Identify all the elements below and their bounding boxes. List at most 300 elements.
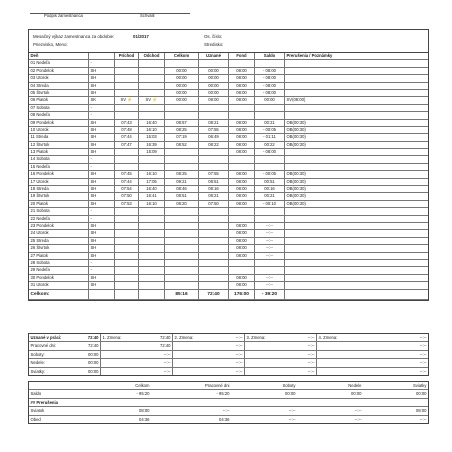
saldo-row — [29, 390, 428, 398]
table-cell — [285, 112, 428, 118]
table-cell: - 08:00 — [255, 75, 285, 81]
col-arrival: Príchod — [115, 53, 139, 59]
table-cell: 16:10 — [139, 201, 165, 207]
table-cell — [115, 68, 139, 74]
summary-cell — [172, 359, 222, 366]
table-cell: OB(00:30) — [286, 126, 306, 132]
saldo-cell: 08:00 — [139, 408, 150, 414]
table-cell: 08:00 — [229, 134, 255, 140]
table-cell: SH — [89, 90, 115, 96]
table-cell — [115, 75, 139, 81]
col-day: Deň — [29, 53, 89, 59]
table-cell — [229, 156, 255, 162]
table-row — [29, 208, 428, 215]
table-cell: 07:50 — [115, 193, 139, 199]
table-cell: 08:57 — [165, 120, 199, 126]
saldo-cell: --:-- — [354, 408, 362, 414]
table-row — [29, 134, 428, 141]
table-cell — [199, 238, 229, 244]
table-row — [29, 149, 428, 156]
totals-row — [29, 290, 428, 300]
table-cell: 07:55 — [199, 171, 229, 177]
summary-cell: --:-- — [163, 351, 171, 357]
table-cell — [285, 83, 428, 89]
approved-signature-label: Schválil — [140, 13, 155, 18]
table-cell — [199, 275, 229, 281]
table-cell — [115, 253, 139, 259]
timesheet-header — [29, 30, 428, 53]
table-cell: 08:00 — [229, 275, 255, 281]
table-cell: --:-- — [255, 275, 285, 281]
summary-cell — [172, 351, 222, 358]
summary-cell: --:-- — [235, 360, 243, 366]
table-cell — [115, 60, 139, 66]
table-cell — [115, 112, 139, 118]
summary-cell: --:-- — [419, 351, 427, 357]
col-fund: Fond — [229, 53, 255, 59]
table-cell: - 00:05 — [255, 127, 285, 133]
table-cell: 16 Pondelok — [29, 171, 89, 177]
table-row — [29, 275, 428, 282]
table-cell: OB(00:30) — [286, 193, 306, 199]
table-cell — [115, 238, 139, 244]
summary-table — [28, 333, 429, 376]
period-value: 01/2017 — [133, 34, 149, 39]
table-cell — [199, 260, 229, 266]
table-cell: 08:51 — [199, 179, 229, 185]
table-cell: 08:00 — [229, 75, 255, 81]
table-cell: SH — [89, 83, 115, 89]
table-cell: 19 Štvrtok — [29, 193, 89, 199]
table-cell: 00:00 — [199, 83, 229, 89]
table-cell — [165, 253, 199, 259]
table-cell — [199, 60, 229, 66]
summary-cell: 00:00 — [88, 368, 99, 374]
table-cell — [255, 112, 285, 118]
table-row — [29, 127, 428, 134]
saldo-cell: --:-- — [222, 408, 230, 414]
table-cell: 08:00 — [229, 120, 255, 126]
table-cell: - 08:00 — [255, 90, 285, 96]
table-cell — [229, 60, 255, 66]
table-cell: - — [89, 105, 115, 111]
table-cell — [199, 156, 229, 162]
totals-label: Celkom: — [29, 290, 89, 299]
table-cell — [255, 60, 285, 66]
table-cell — [165, 149, 199, 155]
table-cell: SH — [89, 238, 115, 244]
table-cell — [139, 223, 165, 229]
table-cell — [115, 164, 139, 170]
table-cell: 08:20 — [165, 201, 199, 207]
table-cell — [139, 83, 165, 89]
table-row — [29, 193, 428, 200]
saldo-row — [29, 407, 428, 415]
table-cell — [115, 267, 139, 273]
table-cell: 28 Sobota — [29, 260, 89, 266]
table-cell — [115, 230, 139, 236]
table-cell: 08:25 — [165, 127, 199, 133]
table-cell — [115, 223, 139, 229]
table-row — [29, 216, 428, 223]
table-cell — [229, 260, 255, 266]
summary-cell: 72:40 — [88, 343, 99, 349]
table-cell: 00:16 — [255, 186, 285, 192]
employee-signature-label: Podpis zamestnanca — [44, 13, 83, 18]
totals-uznane: 72:40 — [199, 290, 229, 299]
table-row — [29, 90, 428, 97]
summary-cell: --:-- — [235, 343, 243, 349]
table-cell — [115, 156, 139, 162]
table-cell: SH — [89, 127, 115, 133]
summary-cell: --:-- — [419, 368, 427, 374]
table-cell — [165, 112, 199, 118]
saldo-cell: Soboty — [282, 383, 296, 388]
table-cell: SH — [89, 282, 115, 288]
saldo-cell: 04:36 — [139, 416, 150, 422]
table-row — [29, 97, 428, 104]
summary-cell — [244, 342, 294, 349]
table-row — [29, 253, 428, 260]
table-cell — [165, 230, 199, 236]
table-cell: 18 Streda — [29, 186, 89, 192]
table-cell: 09 Pondelok — [29, 120, 89, 126]
summary-cell: 00:00 — [88, 351, 99, 357]
summary-cell: --:-- — [307, 343, 315, 349]
table-cell: 08:52 — [165, 142, 199, 148]
table-cell: SH — [89, 149, 115, 155]
interruptions-heading-row — [29, 399, 428, 407]
table-cell — [199, 253, 229, 259]
summary-cell — [100, 351, 150, 358]
table-cell — [165, 164, 199, 170]
table-cell — [285, 149, 428, 155]
summary-cell: 72:40 — [87, 335, 99, 340]
table-cell: 17:05 — [139, 179, 165, 185]
table-cell: SH — [89, 245, 115, 251]
table-cell: 07:50 — [199, 201, 229, 207]
table-row — [29, 112, 428, 119]
summary-cell: Nedele: — [30, 360, 45, 366]
table-cell: 02 Pondelok — [29, 68, 89, 74]
table-cell — [285, 208, 428, 214]
table-cell — [115, 260, 139, 266]
table-cell — [255, 164, 285, 170]
table-cell: 08:00 — [229, 245, 255, 251]
column-headers — [29, 53, 428, 60]
table-cell: 16:40 — [139, 120, 165, 126]
table-cell: 07:19 — [165, 134, 199, 140]
table-cell — [165, 105, 199, 111]
summary-cell — [100, 359, 150, 366]
table-cell: SH — [89, 120, 115, 126]
table-cell: - — [89, 208, 115, 214]
table-cell: 00:00 — [165, 83, 199, 89]
table-cell: 14 Sobota — [29, 156, 89, 162]
col-total: Celkom — [165, 53, 199, 59]
summary-row — [29, 334, 428, 342]
table-row — [29, 238, 428, 245]
table-cell — [255, 260, 285, 266]
col-approved: Uznané — [199, 53, 229, 59]
table-cell: 08:21 — [199, 193, 229, 199]
table-row — [29, 260, 428, 267]
table-cell: - 00:10 — [255, 201, 285, 207]
summary-cell — [316, 368, 366, 375]
table-cell — [139, 75, 165, 81]
table-cell: 30 Pondelok — [29, 275, 89, 281]
table-cell — [199, 245, 229, 251]
table-row — [29, 282, 428, 289]
table-cell: 16:39 — [139, 142, 165, 148]
table-cell: --:-- — [255, 223, 285, 229]
summary-cell — [244, 368, 294, 375]
table-cell: 08:00 — [229, 149, 255, 155]
summary-cell: --:-- — [163, 360, 171, 366]
table-cell: 07:54 — [115, 186, 139, 192]
table-row — [29, 245, 428, 252]
table-cell: 07:48 — [115, 127, 139, 133]
table-cell — [115, 208, 139, 214]
table-cell: 08:00 — [229, 83, 255, 89]
table-cell: - 08:00 — [255, 83, 285, 89]
table-cell — [229, 267, 255, 273]
table-cell: 08:00 — [229, 142, 255, 148]
table-cell: - — [89, 260, 115, 266]
table-cell: 08:00 — [229, 282, 255, 288]
summary-cell: Uznané v práci: — [30, 335, 62, 340]
summary-row — [29, 359, 428, 367]
saldo-cell: Sviatok — [30, 408, 45, 414]
table-cell: 07:45 — [115, 171, 139, 177]
saldo-cell: --:-- — [354, 416, 362, 422]
table-cell: 08:25 — [165, 171, 199, 177]
table-cell — [165, 208, 199, 214]
table-cell: 00:00 — [165, 68, 199, 74]
table-cell: SH — [89, 230, 115, 236]
table-cell: 06 Piatok — [29, 97, 89, 103]
saldo-cell: Obed — [30, 416, 41, 422]
table-cell — [285, 105, 428, 111]
table-cell — [229, 112, 255, 118]
table-row — [29, 83, 428, 90]
summary-cell: --:-- — [235, 335, 243, 340]
saldo-cell: 00:00 — [416, 391, 427, 397]
summary-cell: --:-- — [307, 335, 315, 340]
table-cell: - — [89, 156, 115, 162]
table-cell — [199, 216, 229, 222]
table-cell: 00:00 — [199, 90, 229, 96]
table-cell — [139, 282, 165, 288]
table-cell — [285, 223, 428, 229]
totals-fond: 176:00 — [229, 290, 255, 299]
table-row — [29, 60, 428, 67]
summary-cell: --:-- — [235, 368, 243, 374]
table-cell — [229, 216, 255, 222]
table-cell: 06:49 — [199, 134, 229, 140]
table-cell: 31 Utorok — [29, 282, 89, 288]
summary-cell — [244, 359, 294, 366]
table-cell — [139, 275, 165, 281]
saldo-cell: --:-- — [288, 408, 296, 414]
table-cell — [199, 208, 229, 214]
table-cell: 00:22 — [255, 142, 285, 148]
table-cell — [229, 164, 255, 170]
table-cell: OB(00:30) — [286, 119, 306, 125]
table-cell: 23 Pondelok — [29, 223, 89, 229]
table-cell — [115, 90, 139, 96]
table-row — [29, 120, 428, 127]
table-cell: 08:00 — [229, 193, 255, 199]
saldo-cell: - 95:20 — [136, 391, 150, 397]
table-cell: 15:09 — [139, 149, 165, 155]
table-cell — [199, 164, 229, 170]
table-cell: 05 Štvrtok — [29, 90, 89, 96]
table-cell — [165, 267, 199, 273]
table-cell — [165, 245, 199, 251]
table-row — [29, 105, 428, 112]
table-cell — [139, 60, 165, 66]
table-cell — [285, 267, 428, 273]
summary-cell: Soboty: — [30, 351, 45, 357]
table-cell: 00:00 — [165, 90, 199, 96]
table-cell: SH — [89, 75, 115, 81]
table-cell: 11 Streda — [29, 134, 89, 140]
table-cell: 20 Piatok — [29, 201, 89, 207]
table-cell — [139, 105, 165, 111]
table-row — [29, 267, 428, 274]
table-cell — [285, 68, 428, 74]
table-cell — [115, 105, 139, 111]
saldo-row — [29, 416, 428, 423]
table-cell: SV ⚡ — [139, 97, 165, 103]
table-row — [29, 156, 428, 163]
table-cell: SH — [89, 179, 115, 185]
summary-cell: --:-- — [235, 351, 243, 357]
saldo-cell: 00:00 — [351, 391, 362, 397]
table-cell: 08 Nedeľa — [29, 112, 89, 118]
summary-cell: Sviatky: — [30, 368, 46, 374]
table-cell: 07:53 — [115, 201, 139, 207]
summary-cell: --:-- — [307, 360, 315, 366]
table-cell — [285, 75, 428, 81]
table-cell: SH — [89, 171, 115, 177]
totals-celkom: 85:16 — [165, 290, 199, 299]
table-cell: - — [89, 60, 115, 66]
table-cell: SH — [89, 275, 115, 281]
table-row — [29, 171, 428, 178]
table-cell: 16:40 — [139, 186, 165, 192]
table-cell: 16:10 — [139, 171, 165, 177]
table-cell: SH — [89, 68, 115, 74]
table-cell: 00:00 — [199, 75, 229, 81]
table-cell — [139, 245, 165, 251]
table-cell: OB(00:30) — [286, 200, 306, 206]
table-cell — [115, 275, 139, 281]
table-cell — [255, 105, 285, 111]
table-cell: 12 Štvrtok — [29, 142, 89, 148]
saldo-cell: 04:36 — [219, 416, 230, 422]
summary-row — [29, 368, 428, 375]
summary-cell: --:-- — [419, 343, 427, 349]
table-cell — [139, 90, 165, 96]
table-cell: 15:03 — [139, 134, 165, 140]
saldo-cell: Celkom — [135, 383, 150, 388]
table-cell: - — [89, 112, 115, 118]
table-cell — [285, 164, 428, 170]
table-cell — [285, 253, 428, 259]
table-cell: - — [89, 267, 115, 273]
approved-signature-line — [114, 13, 190, 14]
table-cell: 08:51 — [165, 193, 199, 199]
summary-cell — [244, 351, 294, 358]
table-cell — [285, 282, 428, 288]
table-cell: 07:55 — [199, 127, 229, 133]
table-row — [29, 164, 428, 171]
table-cell — [285, 90, 428, 96]
table-row — [29, 179, 428, 186]
table-cell: 16:41 — [139, 193, 165, 199]
saldo-cell: 08:00 — [416, 408, 427, 414]
table-cell — [139, 253, 165, 259]
summary-cell — [316, 351, 366, 358]
table-cell: 08:00 — [229, 201, 255, 207]
table-cell — [115, 149, 139, 155]
saldo-cell: --:-- — [419, 416, 427, 422]
table-cell — [255, 267, 285, 273]
summary-cell: 2. Zmena: — [172, 334, 222, 341]
table-cell — [139, 230, 165, 236]
table-cell: 04 Streda — [29, 83, 89, 89]
saldo-row — [29, 382, 428, 390]
totals-saldo: - 39:20 — [255, 290, 285, 299]
table-row — [29, 68, 428, 75]
table-cell — [285, 60, 428, 66]
table-cell — [285, 238, 428, 244]
summary-cell: --:-- — [419, 335, 427, 340]
table-cell — [139, 238, 165, 244]
table-cell: 22 Nedeľa — [29, 216, 89, 222]
table-cell — [285, 275, 428, 281]
summary-cell — [316, 342, 366, 349]
table-cell — [139, 260, 165, 266]
summary-cell: --:-- — [307, 368, 315, 374]
col-saldo: Saldo — [255, 53, 285, 59]
table-row — [29, 186, 428, 193]
table-cell: 08:00 — [229, 179, 255, 185]
table-cell — [199, 112, 229, 118]
table-cell: 07 Sobota — [29, 105, 89, 111]
interruptions-heading: ## Prerušenia — [30, 399, 58, 405]
table-row — [29, 142, 428, 149]
table-cell — [285, 156, 428, 162]
table-cell — [285, 216, 428, 222]
saldo-cell: 00:00 — [285, 391, 296, 397]
summary-cell: --:-- — [419, 360, 427, 366]
table-cell — [139, 267, 165, 273]
table-cell — [139, 112, 165, 118]
table-cell: 08:00 — [229, 223, 255, 229]
table-cell: 08:46 — [165, 186, 199, 192]
table-cell: 10 Utorok — [29, 127, 89, 133]
table-cell: 00:00 — [199, 68, 229, 74]
table-cell: OB(00:30) — [286, 171, 306, 177]
table-cell — [229, 105, 255, 111]
table-cell: 01 Nedeľa — [29, 60, 89, 66]
employee-id-label: Os. číslo: — [204, 34, 223, 39]
table-cell: 24 Utorok — [29, 230, 89, 236]
table-cell: SH — [89, 142, 115, 148]
